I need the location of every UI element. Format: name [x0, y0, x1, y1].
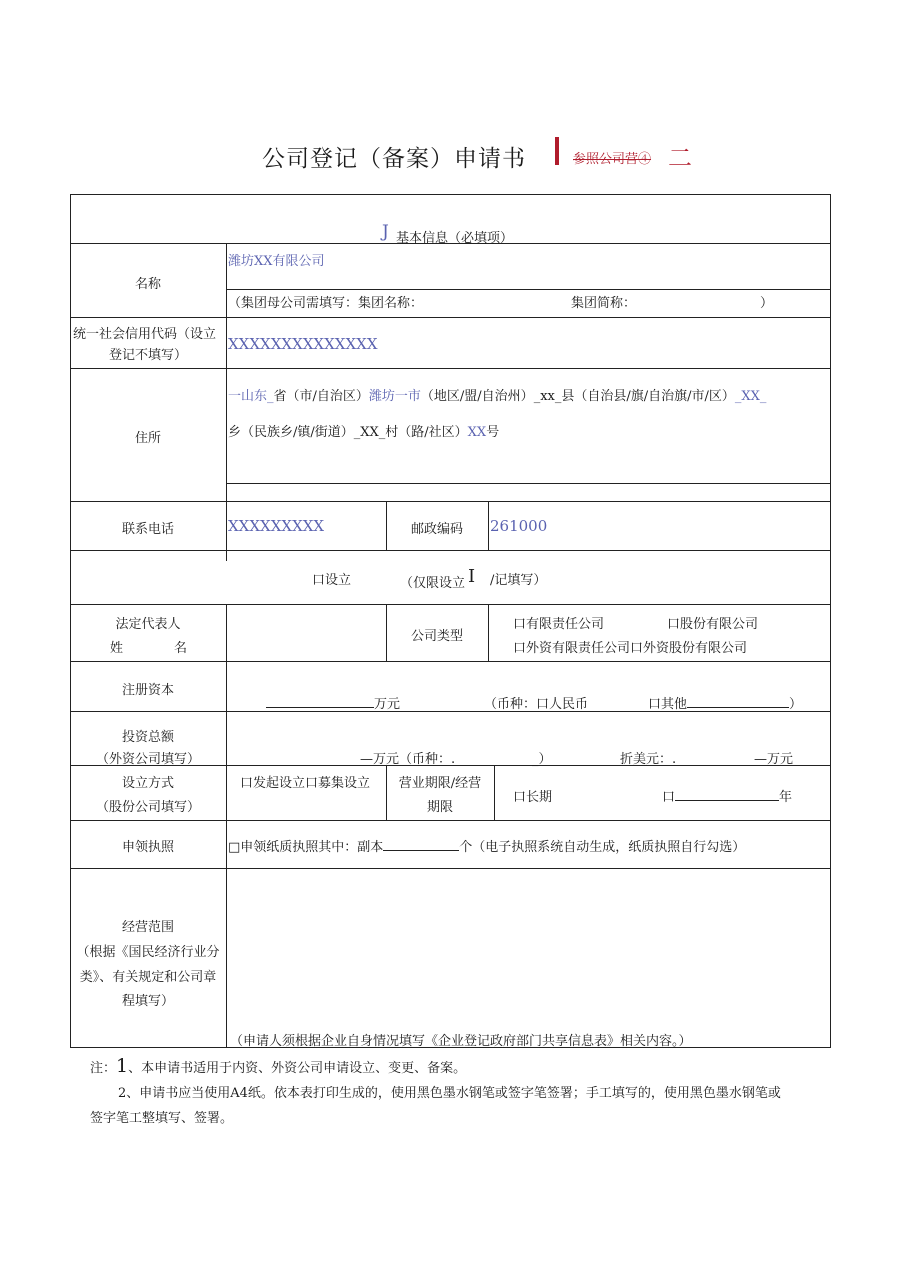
setup-checkbox[interactable]: 口设立	[312, 573, 352, 588]
legal-rep-name-b: 名	[174, 641, 188, 656]
stamp-mark: 二	[668, 144, 692, 172]
capital-other-blank[interactable]	[687, 695, 789, 708]
group-close: ）	[760, 296, 774, 311]
investment-usd[interactable]: 折美元：.	[620, 752, 677, 767]
setup-note-mark: I	[468, 566, 476, 587]
town-value[interactable]: _XX_	[734, 389, 767, 404]
term-years: 口 年	[662, 790, 793, 805]
setup-note-b: /记填写）	[490, 573, 547, 588]
page-title: 公司登记（备案）申请书	[262, 146, 526, 172]
investment-usd-unit: —万元	[754, 752, 794, 767]
company-type-llc[interactable]: 口有限责任公司	[513, 617, 605, 632]
group-name-label: （集团母公司需填写：集团名称：	[228, 296, 424, 311]
credit-code-label-2: 登记不填写）	[108, 348, 187, 363]
license-checkbox[interactable]: □申领纸质执照其中：副本	[228, 840, 384, 855]
capital-currency: （币种：口人民币	[484, 697, 589, 712]
legal-rep-name-a: 姓	[110, 641, 124, 656]
address-line-2: 乡（民族乡/镇/街道）_XX_村（路/社区）XX号	[228, 425, 500, 440]
license-line: □申领纸质执照其中：副本 个（电子执照系统自动生成，纸质执照自行勾选）	[228, 840, 746, 855]
term-label-1: 营业期限/经营	[398, 776, 482, 791]
setup-note-a: （仅限设立	[400, 576, 466, 591]
province-value[interactable]: 一山东_	[228, 389, 274, 404]
credit-code-label-1: 统一社会信用代码（设立	[73, 327, 217, 342]
number-value[interactable]: XX	[467, 425, 487, 440]
phone-label: 联系电话	[121, 522, 174, 537]
capital-amount-blank[interactable]	[266, 695, 374, 708]
stamp-text: 参照公司营④	[573, 152, 652, 167]
section-marker: J	[382, 222, 389, 242]
postal-value[interactable]: 261000	[490, 517, 548, 535]
company-type-foreign[interactable]: 口外资有限责任公司口外资股份有限公司	[513, 641, 748, 656]
postal-label: 邮政编码	[410, 522, 463, 537]
address-label: 住所	[134, 431, 161, 446]
credit-code-value[interactable]: XXXXXXXXXXXXXX	[228, 335, 378, 353]
investment-amount[interactable]: —万元（币种：.	[360, 752, 456, 767]
note-2-cont: 签字笔工整填写、签署。	[90, 1111, 234, 1126]
term-years-checkbox[interactable]: 口	[662, 790, 676, 805]
phone-value[interactable]: XXXXXXXXX	[228, 517, 325, 535]
group-short-label: 集团简称：	[571, 296, 637, 311]
address-line-1: 一山东_省（市/自治区）潍坊一市（地区/盟/自治州）_xx_县（自治县/旗/自治旗/市/区）_XX_	[228, 389, 767, 404]
investment-close: _）	[532, 752, 552, 767]
scope-label-1: 经营范围	[121, 920, 174, 935]
red-marker-bar	[555, 137, 559, 165]
license-label: 申领执照	[121, 840, 174, 855]
setup-method-label-2: （股份公司填写）	[95, 800, 200, 815]
section-basic-title: 基本信息（必填项）	[396, 231, 514, 246]
scope-label-3: 类》、有关规定和公司章	[79, 970, 217, 985]
legal-rep-label: 法定代表人	[115, 617, 181, 632]
note-1: 注：1、本申请书适用于内资、外资公司申请设立、变更、备案。	[90, 1055, 467, 1077]
term-years-blank[interactable]	[675, 788, 779, 801]
investment-label-1: 投资总额	[121, 730, 174, 745]
term-long[interactable]: 口长期	[513, 790, 553, 805]
name-value[interactable]: 潍坊XX有限公司	[228, 254, 325, 269]
name-label: 名称	[134, 277, 161, 292]
setup-method-options[interactable]: 口发起设立口募集设立	[240, 776, 371, 791]
capital-other: 口其他 ）	[648, 697, 803, 712]
license-copies-blank[interactable]	[383, 838, 459, 851]
scope-footnote: （申请人须根据企业自身情况填写《企业登记政府部门共享信息表》相关内容。）	[230, 1034, 692, 1049]
county-value[interactable]: _xx_	[533, 389, 562, 404]
scope-label-2: （根据《国民经济行业分	[76, 945, 220, 960]
note-2: 2、申请书应当使用A4纸。依本表打印生成的，使用黑色墨水钢笔或签字笔签署；手工填写的，使用黑色墨水钢笔或	[118, 1086, 781, 1101]
city-value[interactable]: 潍坊一市	[368, 389, 421, 404]
company-type-label: 公司类型	[410, 629, 463, 644]
company-type-joint-stock[interactable]: 口股份有限公司	[667, 617, 759, 632]
investment-label-2: （外资公司填写）	[95, 752, 200, 767]
capital-line: 万元	[266, 693, 400, 712]
setup-method-label-1: 设立方式	[121, 776, 174, 791]
term-label-2: 期限	[426, 800, 453, 815]
capital-label: 注册资本	[121, 683, 174, 698]
village-value[interactable]: _XX_	[353, 425, 386, 440]
scope-input-area[interactable]	[227, 869, 830, 1029]
scope-label-4: 程填写）	[121, 994, 174, 1009]
